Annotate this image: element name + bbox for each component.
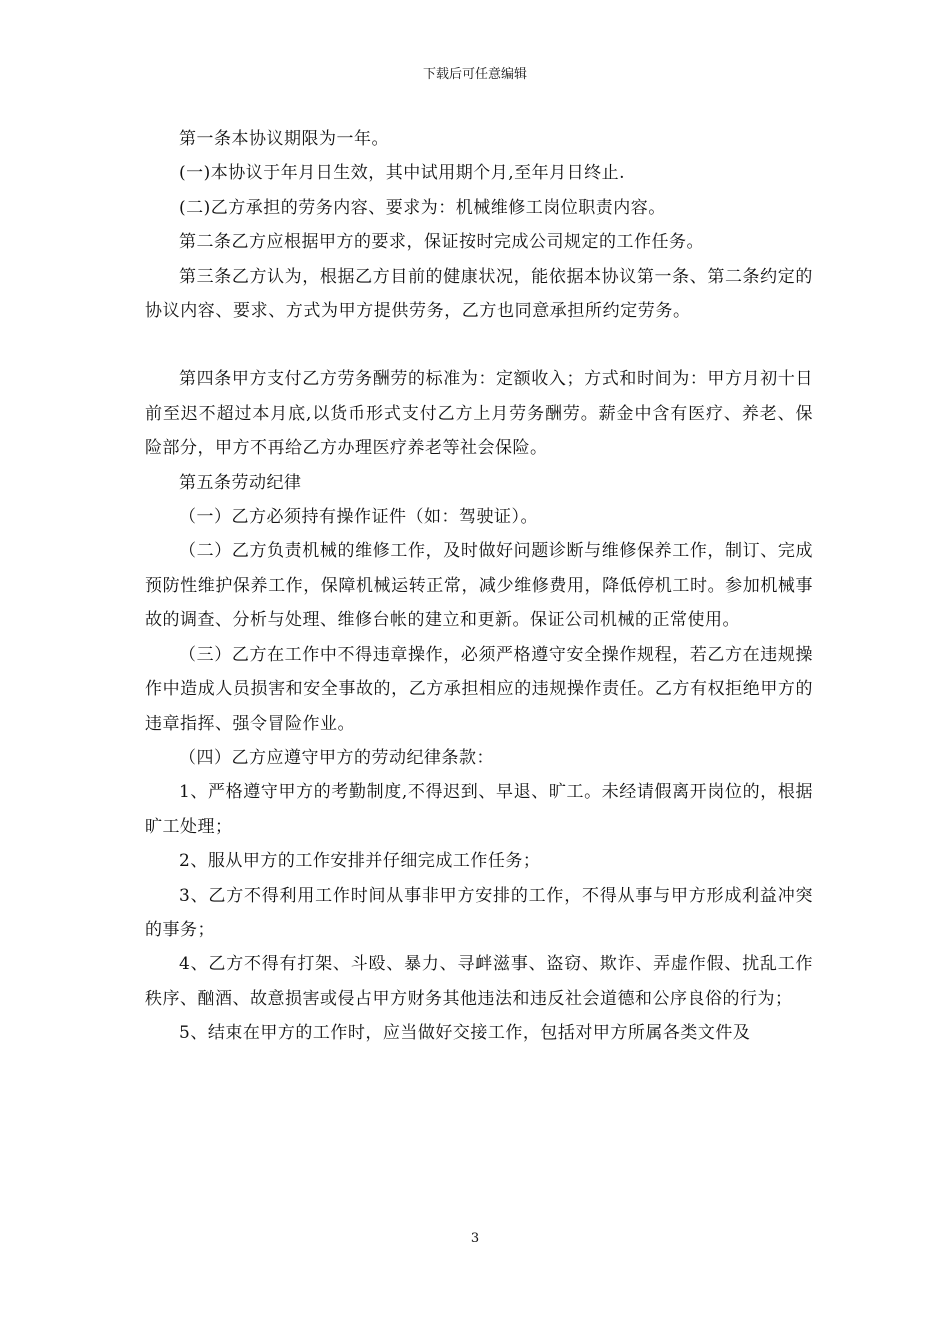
article-5-item-2: （二）乙方负责机械的维修工作，及时做好问题诊断与维修保养工作，制订、完成预防性维护保养工作，保障机械运转正常，减少维修费用，降低停机工时。参加机械事故的调查、分析与处理、维修台帐的建立和更新。保证公司机械的正常使用。 xyxy=(145,541,813,631)
article-5-title: 第五条劳动纪律 xyxy=(179,472,302,493)
article-1-item-1: (一)本协议于年月日生效，其中试用期个月,至年月日终止. xyxy=(179,163,626,184)
document-body xyxy=(145,122,813,1051)
discipline-rule-5: 5、结束在甲方的工作时，应当做好交接工作，包括对甲方所属各类文件及 xyxy=(179,1023,751,1044)
article-3: 第三条乙方认为，根据乙方目前的健康状况，能依据本协议第一条、第二条约定的协议内容、要求、方式为甲方提供劳务，乙方也同意承担所约定劳务。 xyxy=(145,266,813,322)
paragraph-gap xyxy=(145,328,813,362)
discipline-rule-2: 2、服从甲方的工作安排并仔细完成工作任务； xyxy=(179,851,541,872)
discipline-rule-4: 4、乙方不得有打架、斗殴、暴力、寻衅滋事、盗窃、欺诈、弄虚作假、扰乱工作秩序、酗酒、故意损害或侵占甲方财务其他违法和违反社会道德和公序良俗的行为； xyxy=(145,954,813,1009)
discipline-rule-3: 3、乙方不得利用工作时间从事非甲方安排的工作，不得从事与甲方形成利益冲突的事务； xyxy=(145,885,813,940)
article-1-item-2: (二)乙方承担的劳务内容、要求为：机械维修工岗位职责内容。 xyxy=(179,197,666,218)
article-5-item-4: （四）乙方应遵守甲方的劳动纪律条款： xyxy=(179,747,494,768)
discipline-rule-1: 1、严格遵守甲方的考勤制度,不得迟到、早退、旷工。未经请假离开岗位的，根据旷工处理； xyxy=(145,782,813,837)
article-4: 第四条甲方支付乙方劳务酬劳的标准为：定额收入；方式和时间为：甲方月初十日前至迟不超过本月底,以货币形式支付乙方上月劳务酬劳。薪金中含有医疗、养老、保险部分，甲方不再给乙方办理医疗养老等社会保险。 xyxy=(145,369,813,459)
article-2: 第二条乙方应根据甲方的要求，保证按时完成公司规定的工作任务。 xyxy=(179,232,704,253)
article-1: 第一条本协议期限为一年。 xyxy=(179,129,389,149)
article-5-item-1: （一）乙方必须持有操作证件（如：驾驶证）。 xyxy=(179,507,538,528)
article-5-item-3: （三）乙方在工作中不得违章操作，必须严格遵守安全操作规程，若乙方在违规操作中造成人员损害和安全事故的，乙方承担相应的违规操作责任。乙方有权拒绝甲方的违章指挥、强令冒险作业。 xyxy=(145,644,813,734)
page-header: 下载后可任意编辑 xyxy=(422,67,527,82)
page-number: 3 xyxy=(470,1231,480,1246)
